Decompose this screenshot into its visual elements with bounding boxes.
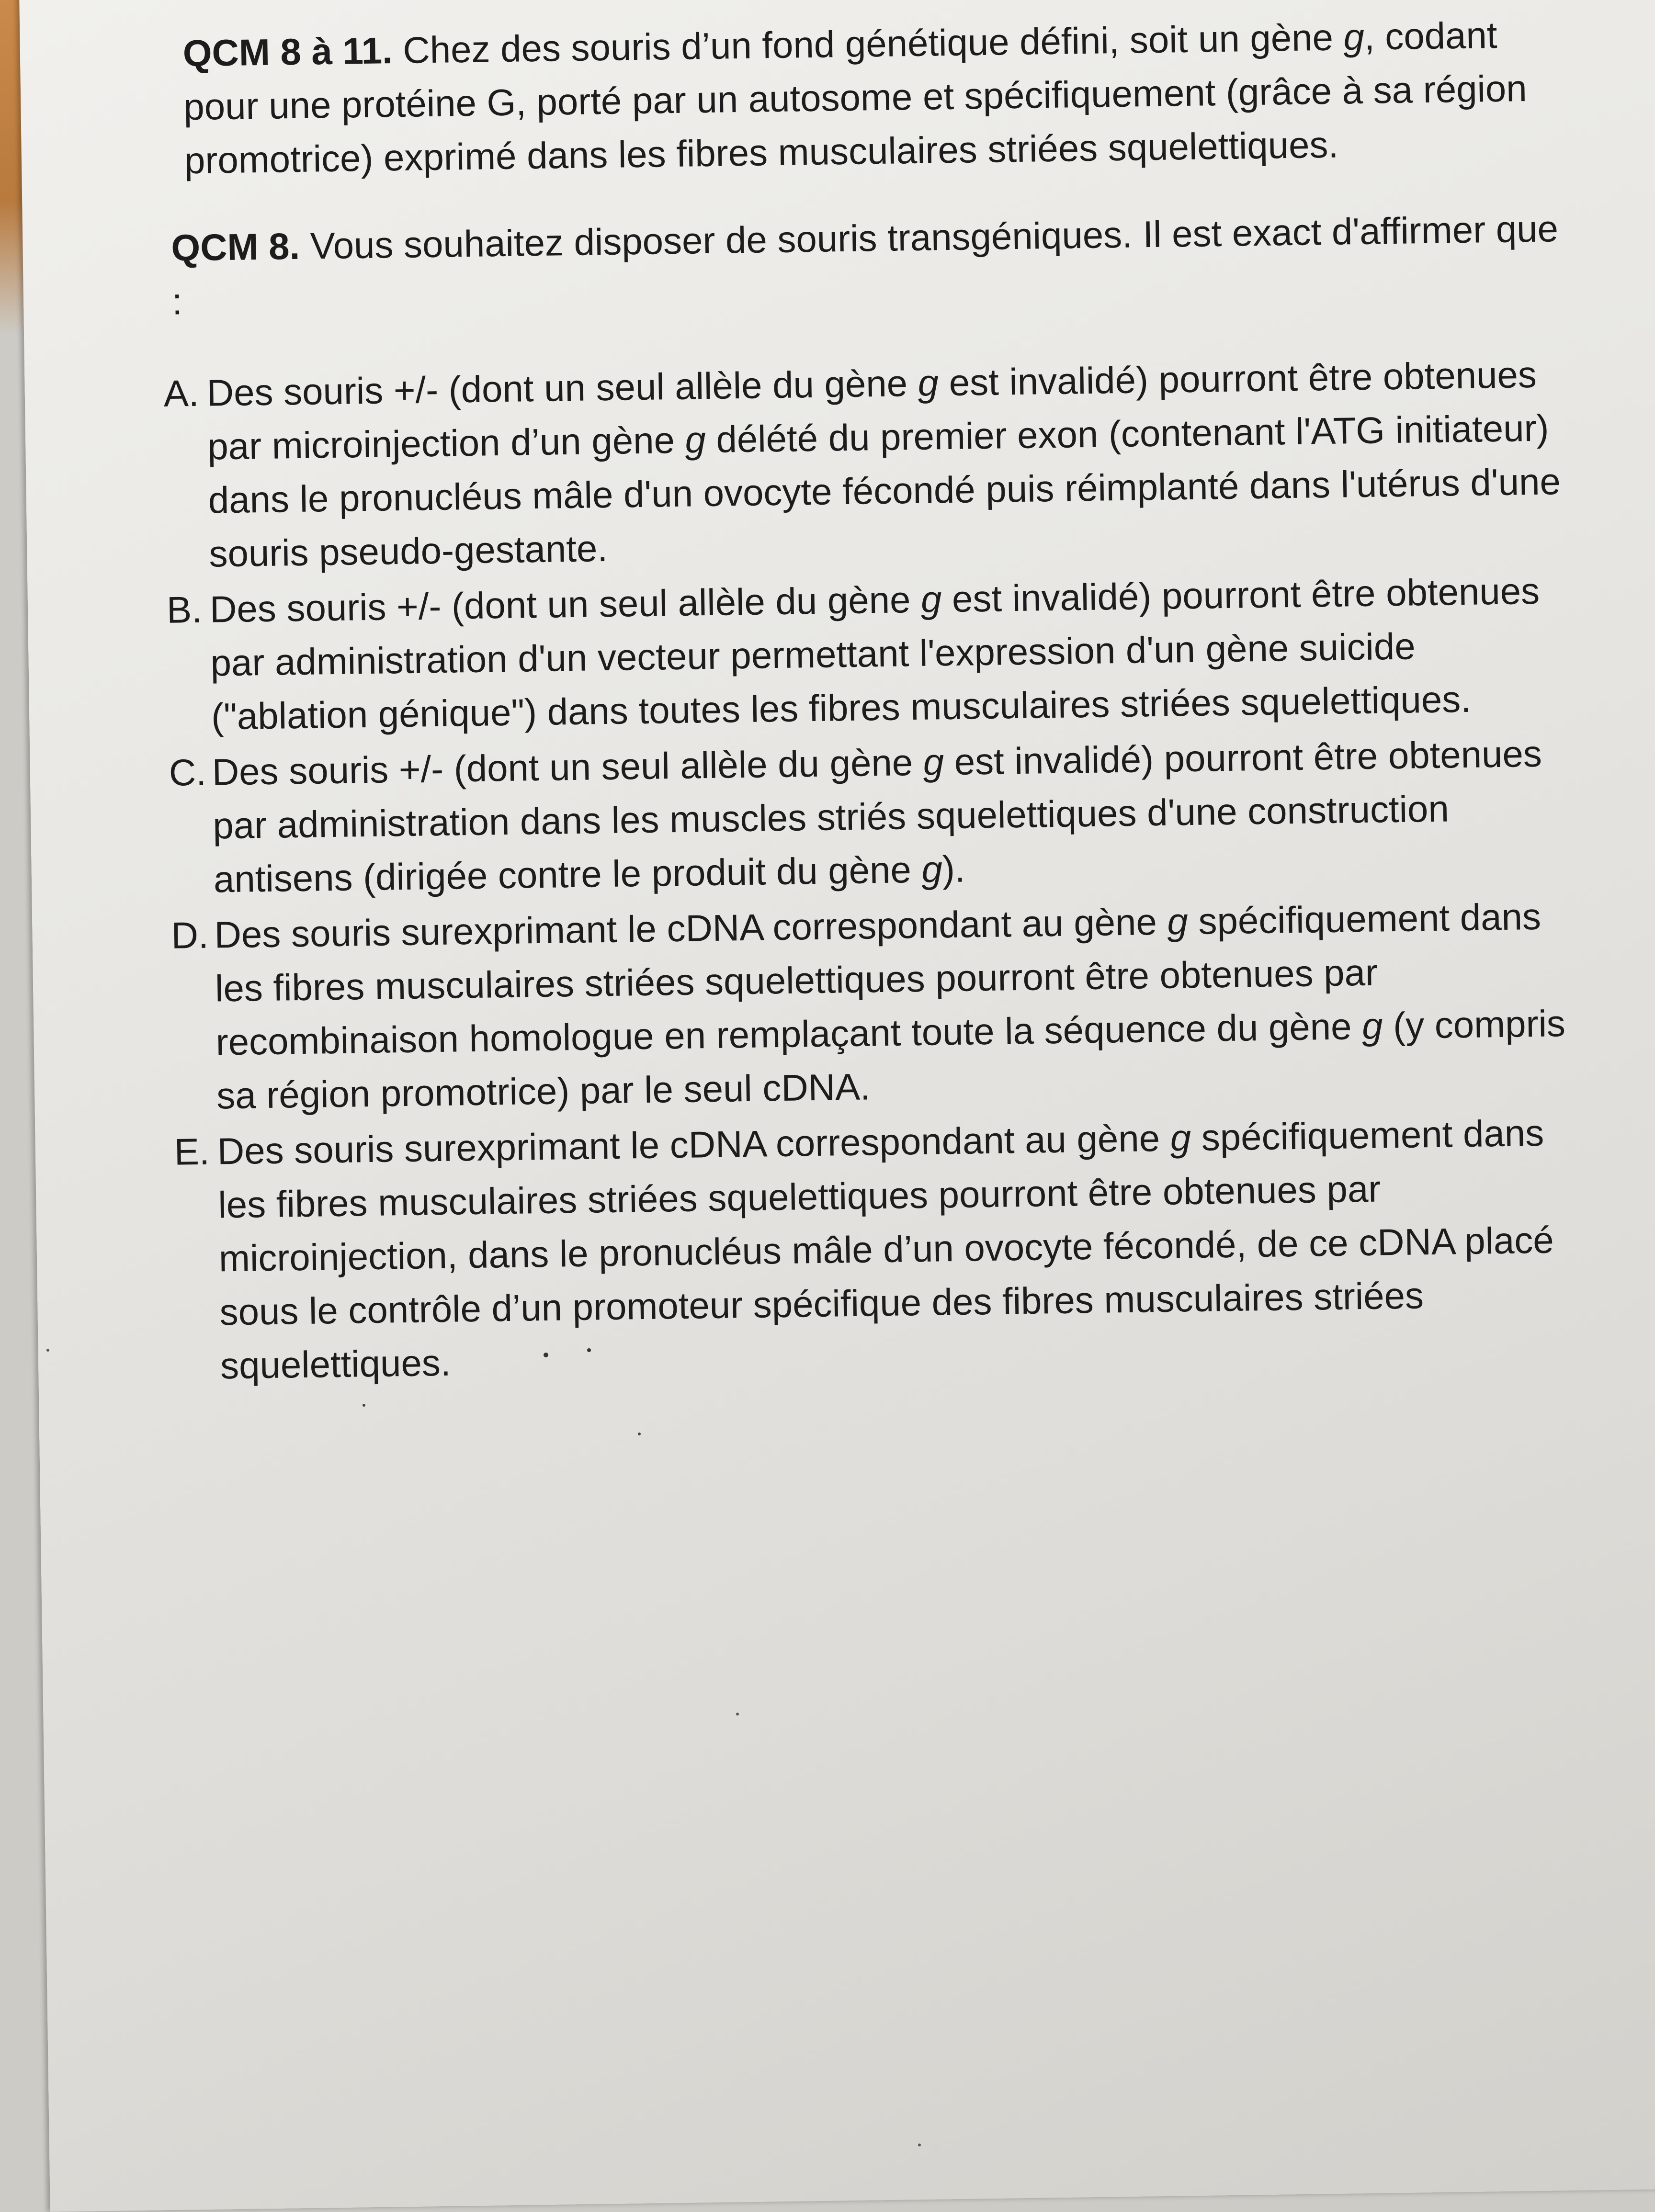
document-content [159, 7, 1590, 1395]
question-stem [171, 202, 1576, 328]
option-text: est invalidé) pourront être obtenues par administration d'un vecteur permettant l'expression d'un gène suicide ("ablation génique") dans toutes les fibres musculaires striées squelettiques. [210, 569, 1540, 738]
option-letter: D. [170, 914, 209, 957]
option-text: Des souris surexprimant le cDNA correspondant au gène [214, 900, 1168, 956]
paper-sheet [19, 0, 1655, 2212]
option-d [171, 889, 1587, 1123]
intro-text-1: Chez des souris d’un fond génétique défini, soit un gène [392, 16, 1344, 72]
option-b [166, 564, 1581, 744]
option-text: spécifiquement dans les fibres musculaires striées squelettiques pourront être obtenues par microinjection, dans le pronucléus mâle d’un ovocyte fécondé, de ce cDNA placé sous le contrôle d’un promoteur spécifique des fibres musculaires striées squelettiques. [217, 1111, 1554, 1387]
option-text: Des souris +/- (dont un seul allèle du gène [209, 578, 921, 631]
option-c [169, 726, 1583, 907]
option-text: délété du premier exon (contenant l'ATG initiateur) dans le pronucléus mâle d'un ovocyte fécondé puis réimplanté dans l'utérus d'une souris pseudo-gestante. [208, 406, 1561, 575]
gene-var: g [921, 848, 943, 891]
gene-var: g [1170, 1117, 1191, 1159]
gene-var: g [918, 361, 939, 404]
intro-label: QCM 8 à 11. [182, 29, 393, 75]
option-text: (y compris sa région promotrice) par le seul cDNA. [216, 1002, 1566, 1117]
option-text: ). [942, 847, 966, 891]
intro-gene-var: g [1343, 15, 1365, 58]
gene-var: g [1361, 1004, 1383, 1048]
option-text: Des souris +/- (dont un seul allèle du gène [212, 741, 924, 793]
gene-var: g [1167, 900, 1189, 943]
option-letter: A. [163, 372, 200, 415]
option-text: est invalidé) pourront être obtenues par administration dans les muscles striés squelettiques d'une construction antisens (dirigée contre le produit du gène [212, 732, 1542, 901]
intro-paragraph [182, 7, 1573, 187]
answer-options [163, 347, 1590, 1393]
option-letter: E. [174, 1130, 210, 1173]
option-text: spécifiquement dans les fibres musculaires striées squelettiques pourront être obtenues par recombinaison homologue en remplaçant toute la séquence du gène [215, 895, 1542, 1063]
option-letter: C. [169, 751, 207, 794]
option-e [174, 1106, 1590, 1393]
question-label: QCM 8. [170, 225, 300, 269]
option-a [163, 347, 1579, 581]
intro-text-2: , codant pour une protéine G, porté par un autosome et spécifiquement (grâce à sa région promotrice) exprimé dans les fibres musculaires striées squelettiques. [183, 13, 1528, 182]
option-letter: B. [166, 588, 203, 631]
option-text: Des souris surexprimant le cDNA correspondant au gène [217, 1117, 1171, 1173]
option-text: Des souris +/- (dont un seul allèle du gène [206, 361, 918, 414]
gene-var: g [920, 578, 942, 621]
question-text: Vous souhaitez disposer de souris transgéniques. Il est exact d'affirmer que : [171, 207, 1559, 323]
gene-var: g [684, 418, 706, 461]
option-text: est invalidé) pourront être obtenues par microinjection d’un gène [207, 353, 1537, 468]
gene-var: g [923, 741, 944, 783]
